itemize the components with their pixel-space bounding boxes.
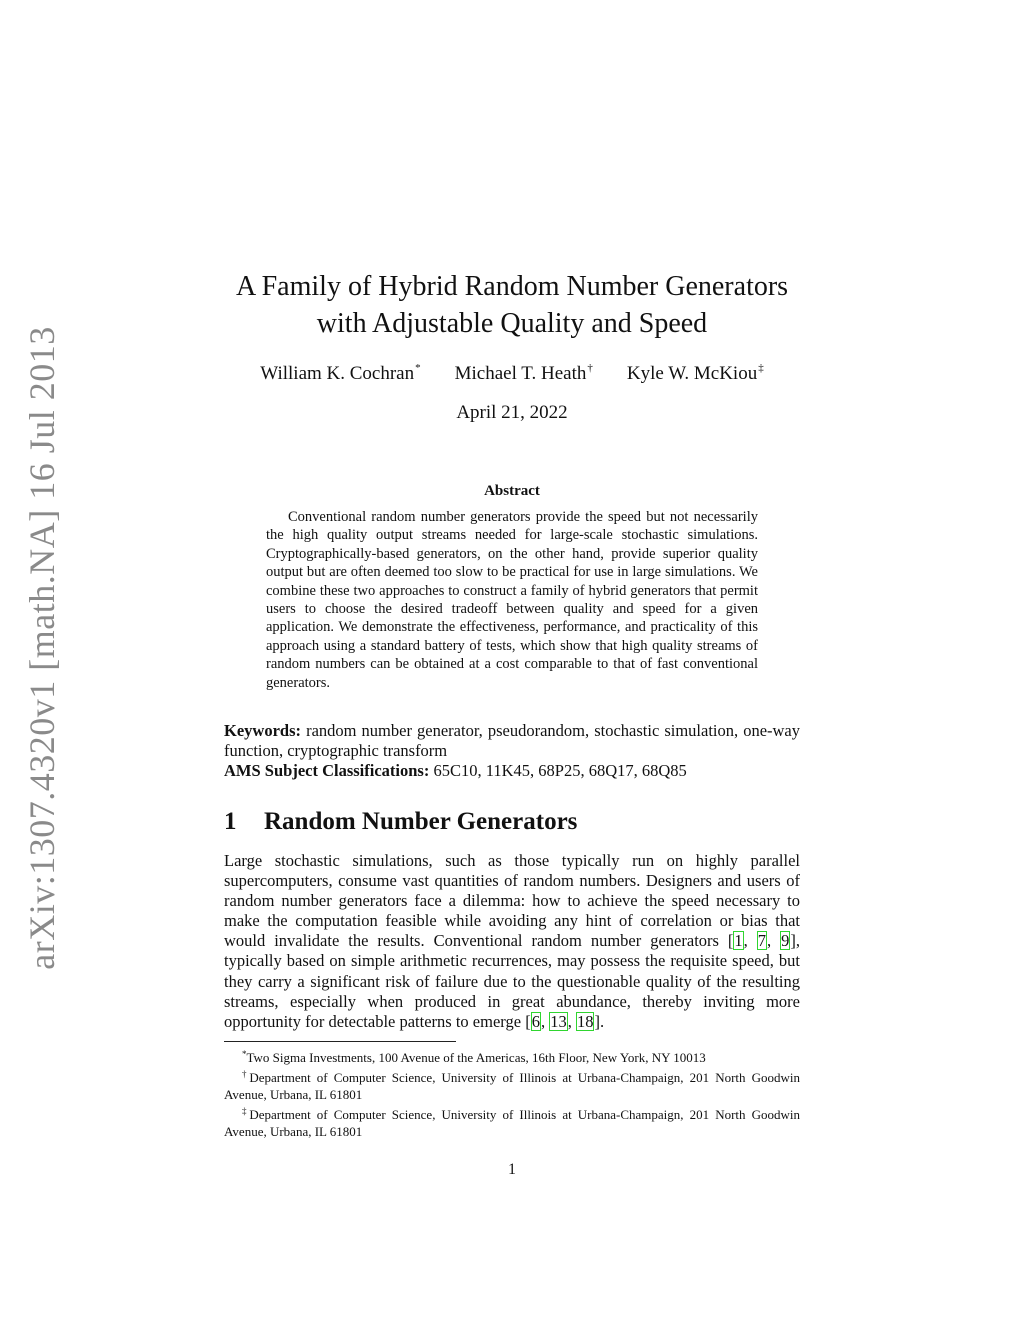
citation-group-1: [1, 7, 9]	[727, 931, 796, 951]
author	[455, 362, 593, 385]
author-footnote-mark: †	[587, 362, 593, 374]
author-name: Kyle W. McKiou	[626, 363, 758, 384]
abstract-text: Conventional random number generators provide the speed but not necessarily the high quality output streams needed for large-scale stochastic simulations. Cryptographically-based generators, on the other hand, provide superior quality output but are often deemed too slow to be practical for use in large simulations. We combine these two approaches to construct a family of hybrid generators that permit users to choose the desired tradeoff between quality and speed for a given application. We demonstrate the effectiveness, performance, and practicality of this approach using a standard battery of tests, which show that high quality streams of random numbers can be obtained at a cost comparable to that of fast conventional generators.	[266, 509, 758, 691]
body-text-part-2: , typically based on simple arithmetic recurrences, may possess the requisite speed, but they carry a significant risk of failure due to the questionable quality of the resulting streams, especially when produced in great abundance, thereby inviting more opportunity for detectable patterns to emerge	[224, 931, 801, 1031]
ams-text: 65C10, 11K45, 68P25, 68Q17, 68Q85	[433, 761, 687, 780]
citation-link[interactable]: 6	[531, 1011, 540, 1031]
abstract-heading: Abstract	[484, 483, 540, 499]
author-list	[200, 362, 824, 385]
paper-title	[200, 268, 824, 342]
title-line-1: A Family of Hybrid Random Number Generators	[235, 271, 789, 302]
title-line-2: with Adjustable Quality and Speed	[316, 308, 708, 339]
author-name: Michael T. Heath	[454, 363, 587, 384]
author	[627, 362, 764, 385]
section-title: Random Number Generators	[264, 808, 578, 835]
footnote	[224, 1046, 800, 1066]
section-body-paragraph	[224, 851, 800, 1032]
section-heading	[224, 808, 577, 836]
author-footnote-mark: ‡	[758, 362, 764, 374]
citation-link[interactable]: 18	[576, 1011, 594, 1031]
footnotes	[224, 1046, 800, 1140]
paper-date: April 21, 2022	[456, 402, 568, 423]
footnote-mark: *	[242, 1049, 247, 1059]
keywords-label: Keywords:	[224, 721, 301, 740]
citation-link[interactable]: 13	[550, 1011, 567, 1031]
author-footnote-mark: *	[415, 362, 421, 374]
body-text-part-1: Large stochastic simulations, such as those typically run on highly parallel supercomputers, consume vast quantities of random numbers. Designers and users of random number generators face a dilemma: how to achieve the speed necessary to make the computation feasible while avoiding any hint of correlation or bias that would invalidate the results. Conventional random number generators	[224, 851, 800, 951]
ams-label: AMS Subject Classifications:	[224, 761, 430, 780]
footnote-mark: †	[242, 1069, 250, 1080]
body-text-part-3: .	[599, 1011, 605, 1031]
footnote-text: Two Sigma Investments, 100 Avenue of the Americas, 16th Floor, New York, NY 10013	[246, 1050, 706, 1065]
footnote-text: Department of Computer Science, University of Illinois at Urbana-Champaign, 201 North Goodwin Avenue, Urbana, IL 61801	[224, 1107, 801, 1139]
citation-link[interactable]: 1	[734, 931, 743, 951]
footnote-mark: ‡	[242, 1106, 250, 1117]
keywords-text: random number generator, pseudorandom, stochastic simulation, one-way function, cryptographic transform	[224, 721, 801, 760]
footnote	[224, 1066, 800, 1103]
author	[260, 362, 420, 385]
citation-link[interactable]: 9	[781, 931, 790, 951]
footnote-rule	[224, 1041, 456, 1042]
ams-classifications	[224, 761, 800, 781]
footnote	[224, 1103, 800, 1140]
citation-group-2: [6, 13, 18]	[525, 1011, 600, 1031]
section-number: 1	[224, 808, 237, 835]
author-name: William K. Cochran	[260, 363, 415, 384]
page-number: 1	[508, 1161, 516, 1178]
keywords	[224, 721, 800, 761]
arxiv-side-stamp: arXiv:1307.4320v1 [math.NA] 16 Jul 2013	[22, 326, 62, 970]
footnote-text: Department of Computer Science, University of Illinois at Urbana-Champaign, 201 North Goodwin Avenue, Urbana, IL 61801	[224, 1070, 801, 1102]
citation-link[interactable]: 7	[757, 931, 767, 951]
